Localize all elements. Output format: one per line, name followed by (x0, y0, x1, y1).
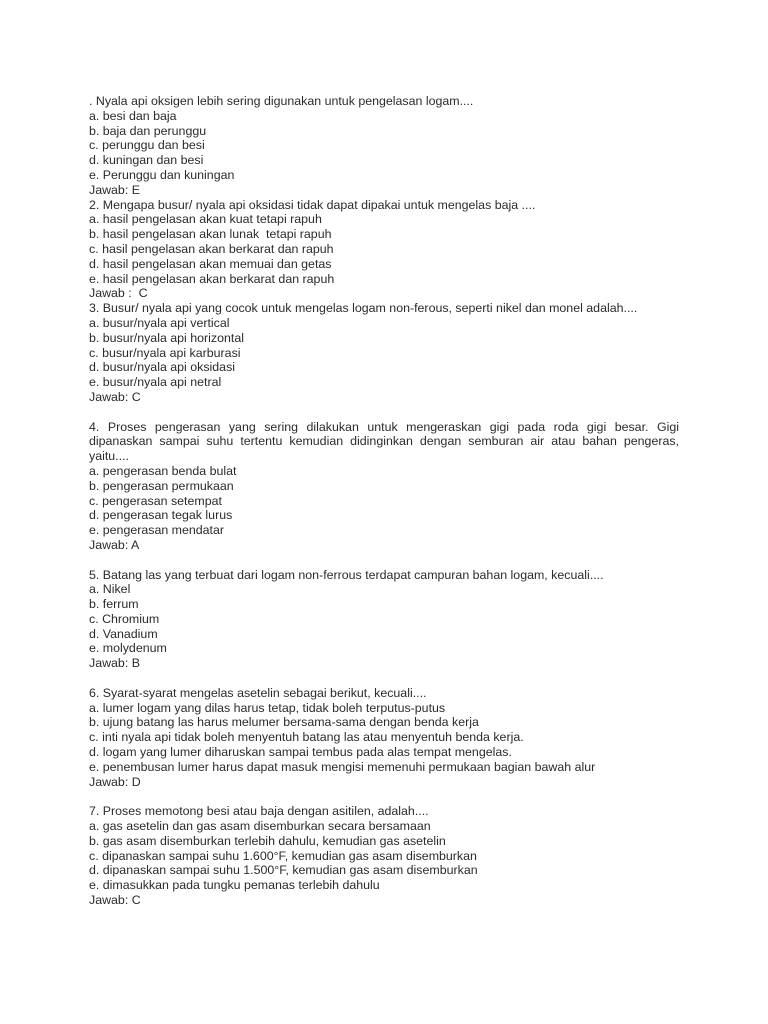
option-b: b. ujung batang las harus melumer bersama-sama dengan benda kerja (89, 715, 479, 730)
option-b: b. gas asam disemburkan terlebih dahulu, kemudian gas asetelin (89, 833, 446, 848)
quiz-content (89, 94, 679, 908)
option-e: e. molydenum (89, 641, 167, 656)
question-text: 3. Busur/ nyala api yang cocok untuk mengelas logam non-ferous, seperti nikel dan monel adalah.... (89, 301, 638, 316)
question-block-6 (89, 686, 679, 790)
option-d: d. hasil pengelasan akan memuai dan getas (89, 256, 332, 271)
option-a: a. lumer logam yang dilas harus tetap, tidak boleh terputus-putus (89, 700, 446, 715)
paragraph-gap (89, 553, 679, 568)
option-a: a. hasil pengelasan akan kuat tetapi rapuh (89, 212, 322, 227)
option-b: b. busur/nyala api horizontal (89, 330, 244, 345)
option-e: e. busur/nyala api netral (89, 375, 222, 390)
option-b: b. pengerasan permukaan (89, 478, 234, 493)
question-text: 2. Mengapa busur/ nyala api oksidasi tidak dapat dipakai untuk mengelas baja .... (89, 197, 536, 212)
option-b: b. ferrum (89, 597, 139, 612)
paragraph-gap (89, 405, 679, 420)
answer-text: Jawab: C (89, 893, 141, 908)
question-block-7 (89, 804, 679, 908)
paragraph-gap (89, 789, 679, 804)
option-d: d. logam yang lumer diharuskan sampai tembus pada alas tempat mengelas. (89, 745, 512, 760)
option-e: e. dimasukkan pada tungku pemanas terlebih dahulu (89, 878, 380, 893)
option-c: c. perunggu dan besi (89, 138, 205, 153)
option-d: d. dipanaskan sampai suhu 1.500°F, kemudian gas asam disemburkan (89, 863, 478, 878)
question-block-2 (89, 198, 679, 302)
option-e: e. Perunggu dan kuningan (89, 167, 235, 182)
answer-text: Jawab: E (89, 182, 140, 197)
option-a: a. gas asetelin dan gas asam disemburkan secara bersamaan (89, 819, 431, 834)
question-text: 7. Proses memotong besi atau baja dengan asitilen, adalah.... (89, 804, 429, 819)
option-a: a. Nikel (89, 582, 131, 597)
option-e: e. penembusan lumer harus dapat masuk mengisi memenuhi permukaan bagian bawah alur (89, 759, 596, 774)
option-d: d. busur/nyala api oksidasi (89, 360, 236, 375)
question-block-4 (89, 420, 679, 553)
option-c: c. Chromium (89, 611, 160, 626)
option-c: c. pengerasan setempat (89, 493, 222, 508)
answer-text: Jawab : C (89, 286, 148, 301)
option-e: e. pengerasan mendatar (89, 523, 225, 538)
option-c: c. busur/nyala api karburasi (89, 345, 241, 360)
answer-text: Jawab: B (89, 656, 140, 671)
option-c: c. hasil pengelasan akan berkarat dan rapuh (89, 241, 334, 256)
question-text: 6. Syarat-syarat mengelas asetelin sebagai berikut, kecuali.... (89, 685, 427, 700)
answer-text: Jawab: C (89, 389, 141, 404)
option-a: a. busur/nyala api vertical (89, 315, 230, 330)
option-d: d. kuningan dan besi (89, 153, 204, 168)
question-text: 5. Batang las yang terbuat dari logam non-ferrous terdapat campuran bahan logam, kecuali.... (89, 567, 604, 582)
option-c: c. inti nyala api tidak boleh menyentuh batang las atau menyentuh benda kerja. (89, 730, 524, 745)
question-block-3 (89, 301, 679, 405)
paragraph-gap (89, 671, 679, 686)
question-text: . Nyala api oksigen lebih sering digunakan untuk pengelasan logam.... (89, 94, 474, 108)
answer-text: Jawab: D (89, 774, 141, 789)
answer-text: Jawab: A (89, 537, 140, 552)
option-b: b. baja dan perunggu (89, 123, 207, 138)
question-text: 4. Proses pengerasan yang sering dilakukan untuk mengeraskan gigi pada roda gigi besar. Gigi dipanaskan sampai suhu tertentu kemudian didinginkan dengan semburan air atau bahan pengeras, yaitu.... (89, 419, 679, 464)
option-e: e. hasil pengelasan akan berkarat dan rapuh (89, 271, 335, 286)
option-d: d. pengerasan tegak lurus (89, 508, 233, 523)
option-c: c. dipanaskan sampai suhu 1.600°F, kemudian gas asam disemburkan (89, 848, 477, 863)
option-a: a. pengerasan benda bulat (89, 463, 237, 478)
option-b: b. hasil pengelasan akan lunak tetapi rapuh (89, 227, 332, 242)
question-block-1 (89, 94, 679, 198)
question-block-5 (89, 568, 679, 672)
option-a: a. besi dan baja (89, 108, 177, 123)
option-d: d. Vanadium (89, 626, 158, 641)
